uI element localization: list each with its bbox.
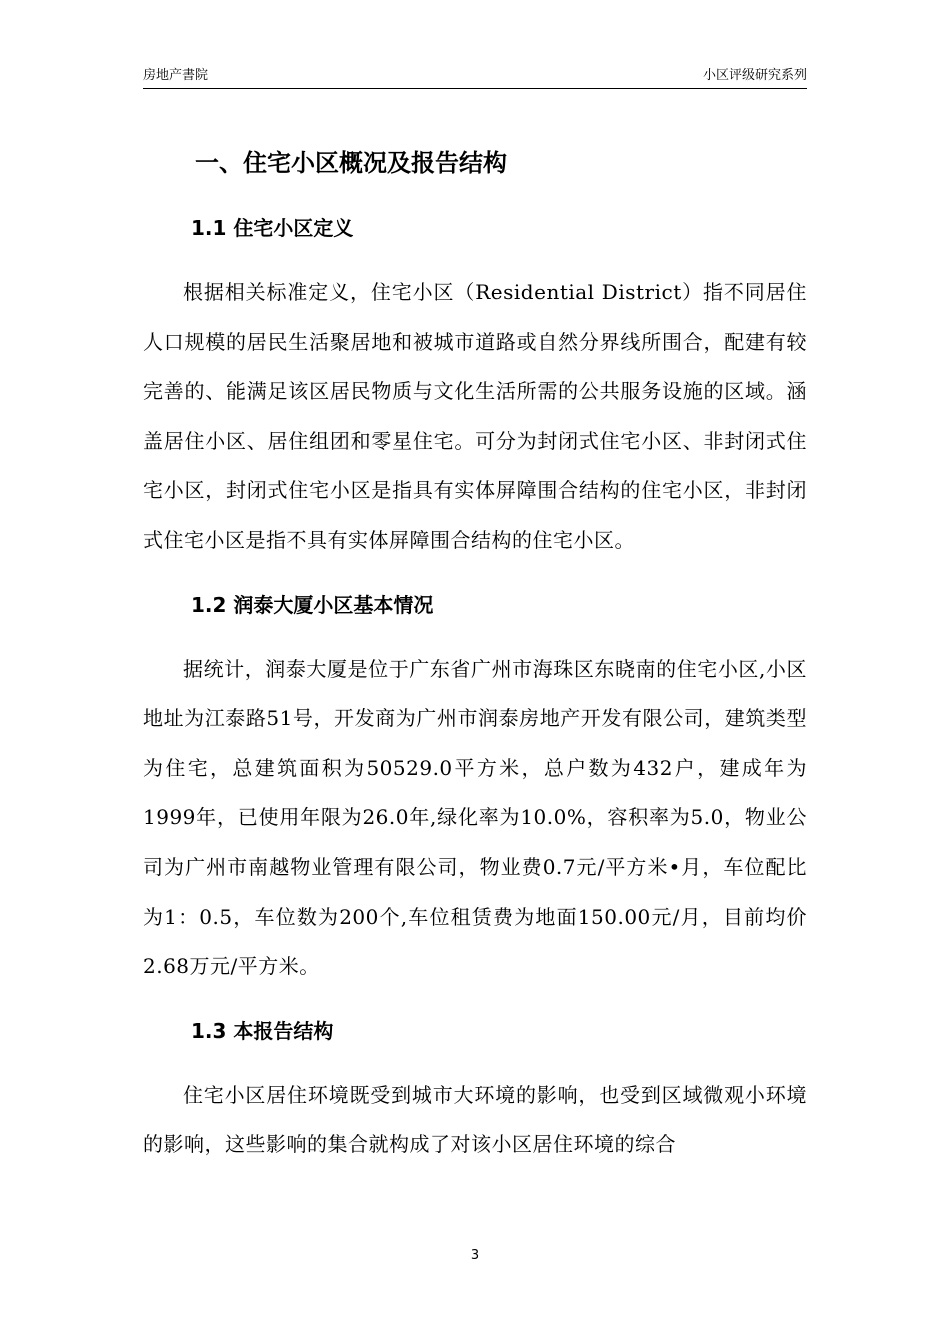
page-header: [143, 66, 807, 89]
header-publisher: 房地产書院: [143, 68, 209, 83]
section-paragraph-report-structure: 住宅小区居住环境既受到城市大环境的影响，也受到区域微观小环境的影响，这些影响的集合就构成了对该小区居住环境的综合: [143, 1082, 807, 1157]
page-content: [143, 143, 807, 1170]
section-heading-basic-info: 1.2 润泰大厦小区基本情况: [191, 592, 434, 617]
section-paragraph-basic-info: 据统计，润泰大厦是位于广东省广州市海珠区东晓南的住宅小区,小区地址为江泰路51号，开发商为广州市润泰房地产开发有限公司，建筑类型为住宅，总建筑面积为50529.0平方米，总户数为432户，建成年为1999年，已使用年限为26.0年,绿化率为10.0%，容积率为5.0，物业公司为广州市南越物业管理有限公司，物业费0.7元/平方米•月，车位配比为1：0.5，车位数为200个,车位租赁费为地面150.00元/月，目前均价2.68万元/平方米。: [143, 656, 807, 979]
section-heading-report-structure: 1.3 本报告结构: [191, 1018, 334, 1043]
chapter-title: 一、住宅小区概况及报告结构: [195, 149, 507, 177]
section-heading-definition: 1.1 住宅小区定义: [191, 216, 354, 240]
section-paragraph-definition: 根据相关标准定义，住宅小区（Residential District）指不同居住人口规模的居民生活聚居地和被城市道路或自然分界线所围合，配建有较完善的、能满足该区居民物质与文化生活所需的公共服务设施的区域。涵盖居住小区、居住组团和零星住宅。可分为封闭式住宅小区、非封闭式住宅小区，封闭式住宅小区是指具有实体屏障围合结构的住宅小区，非封闭式住宅小区是指不具有实体屏障围合结构的住宅小区。: [143, 280, 807, 552]
header-series-title: 小区评级研究系列: [702, 68, 807, 83]
page-number: 3: [470, 1248, 480, 1263]
